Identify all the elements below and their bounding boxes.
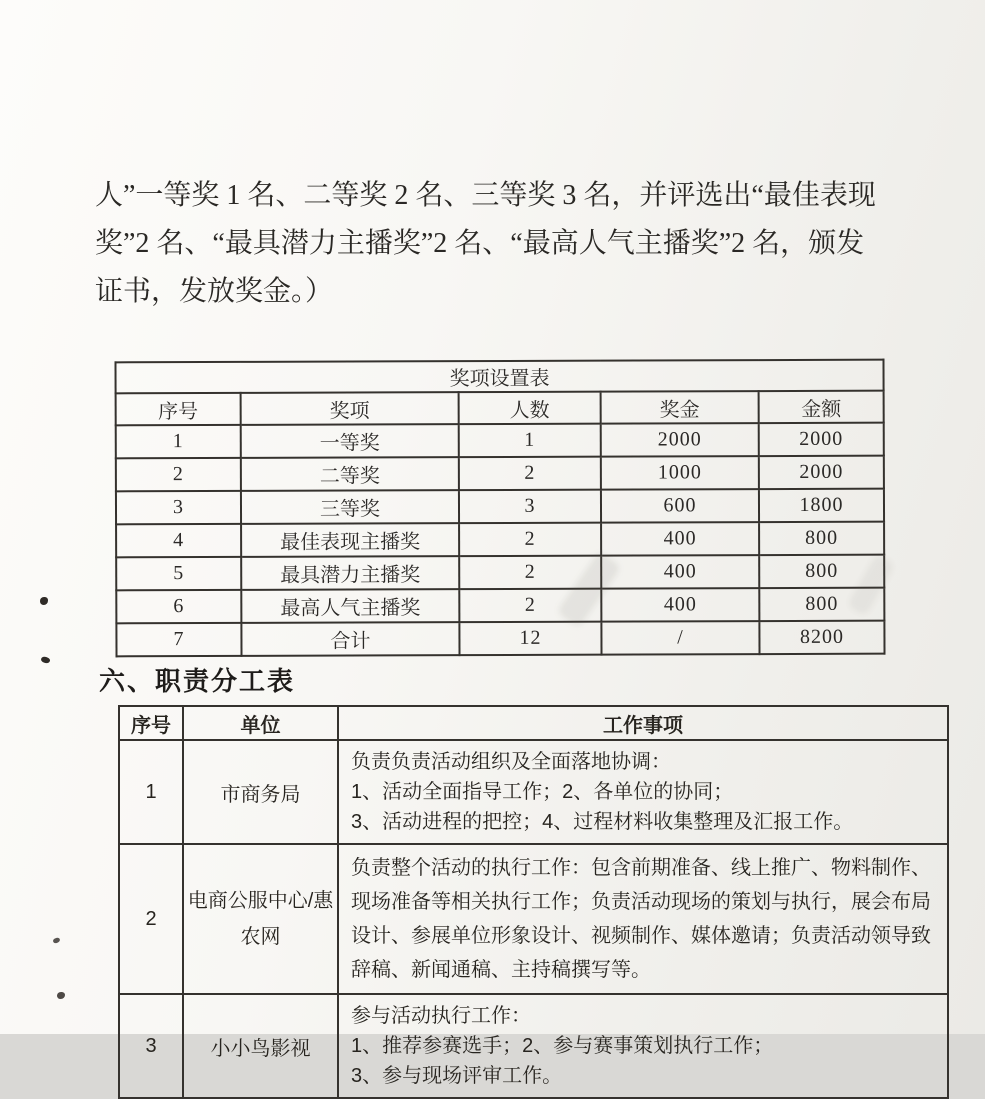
award-header-count: 人数 [459,392,601,424]
task-line: 1、活动全面指导工作；2、各单位的协同； [351,781,734,803]
cell-count: 12 [459,622,601,655]
task-line: 3、活动进程的把控；4、过程材料收集整理及汇报工作。 [351,811,854,833]
cell-prize: 最高人气主播奖 [241,589,459,623]
cell-count: 2 [459,556,601,589]
cell-index: 3 [116,491,241,524]
cell-bonus: 2000 [601,423,759,457]
award-header-prize: 奖项 [241,392,459,425]
cell-amount: 2000 [759,423,884,456]
award-table-title: 奖项设置表 [115,360,883,394]
cell-bonus: 400 [601,522,759,556]
cell-count: 2 [459,589,601,622]
table-row-total [116,621,884,657]
table-row [116,555,884,591]
task-paragraph: 负责整个活动的执行工作：包含前期准备、线上推广、物料制作、现场准备等相关执行工作；负责活动现场的策划与执行，展会布局设计、参展单位形象设计、视频制作、媒体邀请；负责活动领导致辞稿、新闻通稿、主持稿撰写等。 [351,857,931,981]
ink-speck [40,656,51,665]
cell-index: 5 [116,557,241,590]
cell-amount: 8200 [759,621,884,654]
cell-unit: 小小鸟影视 [183,994,338,1098]
cell-bonus: 1000 [601,456,759,490]
cell-count: 3 [459,490,601,523]
cell-bonus: 400 [601,588,759,622]
ink-speck [57,992,65,999]
duty-header-unit: 单位 [183,706,338,740]
cell-tasks [338,844,948,994]
intro-paragraph [95,172,895,316]
table-row [116,456,884,492]
cell-bonus: 600 [601,489,759,523]
task-line: 参与活动执行工作： [351,1005,531,1027]
cell-count: 1 [459,424,601,457]
table-row [119,844,948,994]
cell-count: 2 [459,523,601,556]
award-header-index: 序号 [116,393,241,425]
cell-count: 2 [459,457,601,490]
cell-index: 1 [116,425,241,458]
duty-table [118,705,949,1099]
cell-prize: 合计 [241,622,459,656]
table-row [116,489,884,525]
ink-speck [52,937,60,944]
cell-tasks [338,994,948,1098]
cell-index: 7 [116,623,241,656]
table-row [119,994,948,1098]
cell-index: 2 [119,844,183,994]
cell-prize: 三等奖 [241,490,459,524]
intro-line: 人”一等奖 1 名、二等奖 2 名、三等奖 3 名，并评选出“最佳表现 [95,180,876,211]
cell-index: 2 [116,458,241,491]
table-row [116,522,884,558]
award-table-title-row [115,360,883,394]
cell-index: 1 [119,740,183,844]
cell-prize: 一等奖 [241,424,459,458]
intro-line: 奖”2 名、“最具潜力主播奖”2 名、“最高人气主播奖”2 名，颁发 [95,228,865,259]
task-line: 负责负责活动组织及全面落地协调： [351,751,671,773]
award-header-amount: 金额 [759,391,884,423]
table-row [119,740,948,844]
duty-table-header-row [119,706,948,740]
duty-header-tasks: 工作事项 [338,706,948,740]
cell-amount: 1800 [759,489,884,522]
unit-name: 电商公服中心/惠农网 [187,890,334,948]
table-row [116,588,884,624]
cell-index: 4 [116,524,241,557]
cell-amount: 800 [759,588,884,621]
cell-amount: 800 [759,522,884,555]
section-heading: 六、职责分工表 [99,666,296,696]
cell-index: 6 [116,590,241,623]
task-line: 1、推荐参赛选手；2、参与赛事策划执行工作； [351,1035,774,1057]
cell-amount: 800 [759,555,884,588]
table-row [116,423,884,459]
cell-tasks [338,740,948,844]
award-table [114,359,885,658]
cell-amount: 2000 [759,456,884,489]
ink-speck [40,597,48,605]
award-header-bonus: 奖金 [601,391,759,424]
cell-bonus: 400 [601,555,759,589]
duty-header-index: 序号 [119,706,183,740]
award-table-header-row [116,391,884,426]
cell-index: 3 [119,994,183,1098]
cell-bonus: / [601,621,759,655]
task-line: 3、参与现场评审工作。 [351,1065,563,1087]
cell-prize: 二等奖 [241,457,459,491]
intro-line: 证书，发放奖金。） [95,276,334,307]
cell-prize: 最佳表现主播奖 [241,523,459,557]
cell-unit [183,844,338,994]
cell-prize: 最具潜力主播奖 [241,556,459,590]
cell-unit: 市商务局 [183,740,338,844]
